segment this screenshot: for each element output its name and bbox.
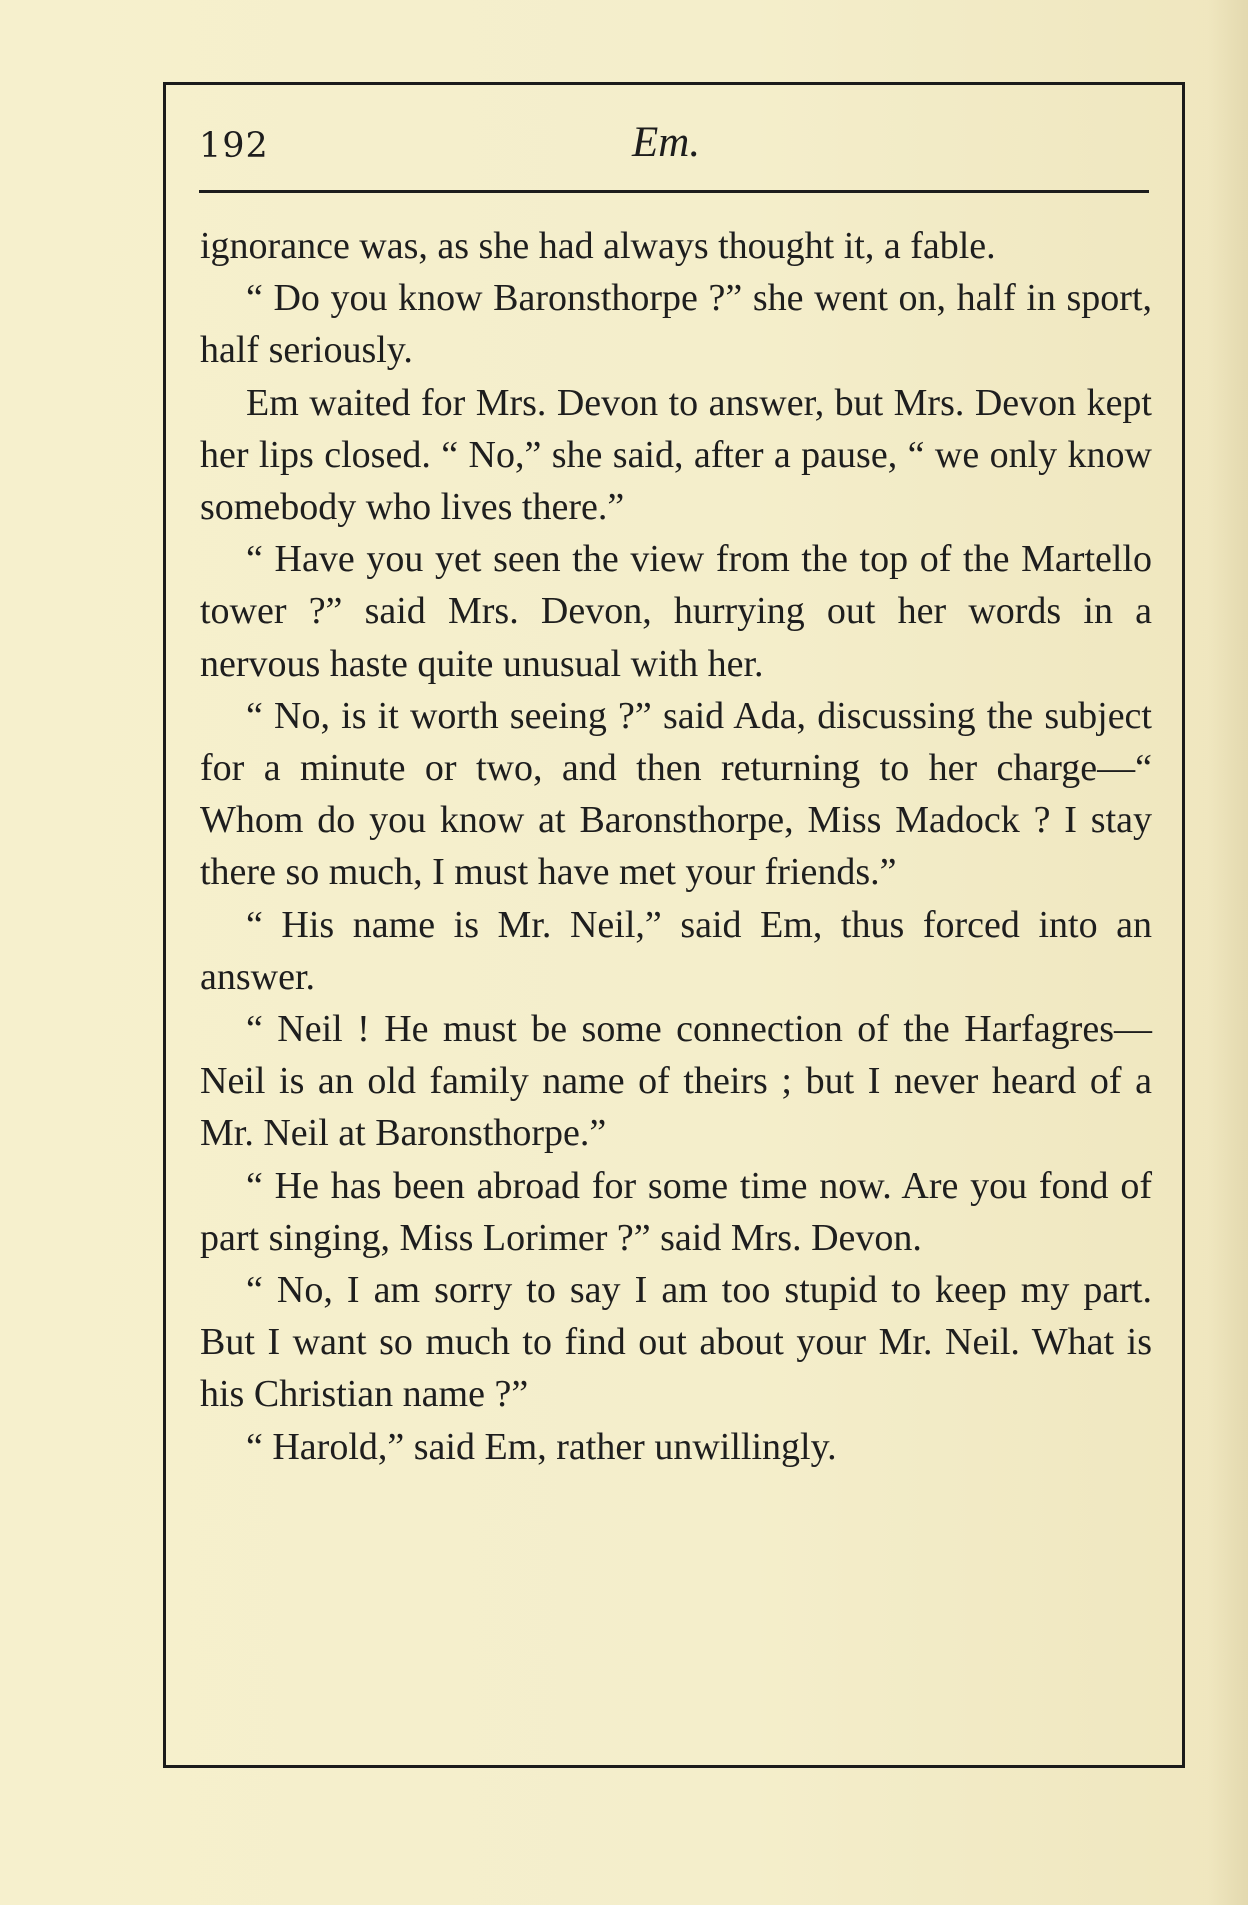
running-title: Em. — [632, 119, 701, 166]
paragraph: “ Harold,” said Em, rather unwillingly. — [246, 1425, 837, 1468]
paragraph: “ He has been abroad for some time now. Are you fond of part singing, Miss Lorimer ?” said Mrs. Devon. — [200, 1164, 1152, 1259]
paragraph: “ Neil ! He must be some connection of the Harfagres—Neil is an old family name of theirs ; but I never heard of a Mr. Neil at Baronsthorpe.” — [200, 1008, 1152, 1155]
paragraph: “ His name is Mr. Neil,” said Em, thus forced into an answer. — [200, 903, 1152, 998]
header-rule — [199, 190, 1149, 193]
paragraph: “ Have you yet seen the view from the top of the Martello tower ?” said Mrs. Devon, hurrying out her words in a nervous haste quite unusual with her. — [200, 538, 1152, 685]
page-number: 192 — [199, 126, 269, 166]
body-text — [200, 220, 1152, 1473]
paragraph: Em waited for Mrs. Devon to answer, but Mrs. Devon kept her lips closed. “ No,” she said, after a pause, “ we only know somebody who lives there.” — [200, 381, 1152, 529]
paragraph: “ No, is it worth seeing ?” said Ada, discussing the subject for a minute or two, and then returning to her charge—“ Whom do you know at Baronsthorpe, Miss Madock ? I stay there so much, I must have met your friends.” — [200, 694, 1152, 894]
paragraph: “ No, I am sorry to say I am too stupid to keep my part. But I want so much to find out about your Mr. Neil. What is his Christian name ?” — [200, 1269, 1152, 1416]
paragraph: ignorance was, as she had always thought it, a fable. — [200, 225, 996, 267]
page-edge-shadow — [1208, 0, 1248, 1905]
paragraph: “ Do you know Baronsthorpe ?” she went on, half in sport, half seriously. — [200, 277, 1152, 372]
